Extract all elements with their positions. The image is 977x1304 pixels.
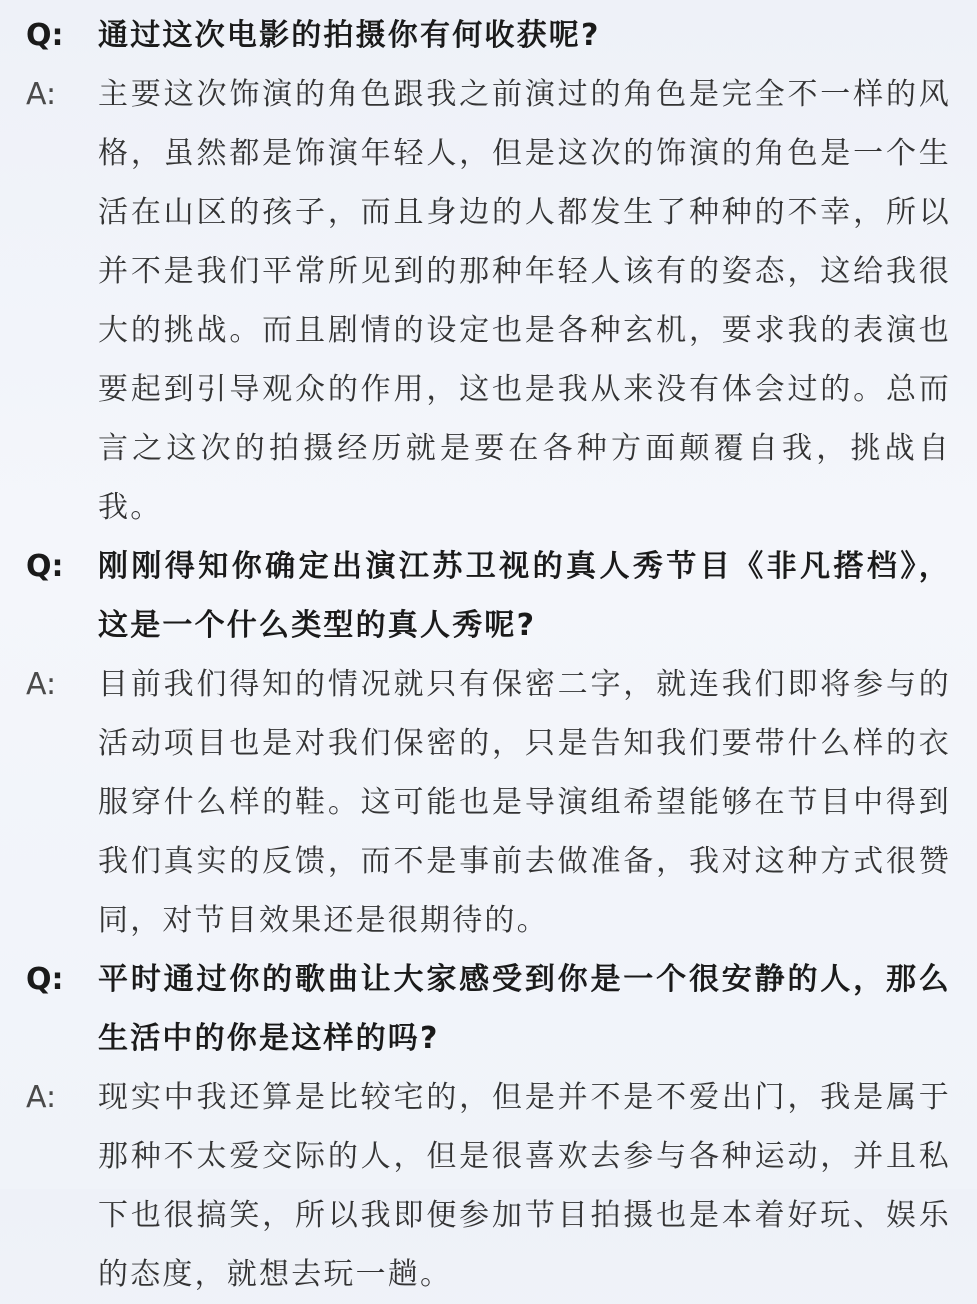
- answer-marker: A:: [26, 667, 57, 702]
- answer-text: 目前我们得知的情况就只有保密二字，就连我们即将参与的活动项目也是对我们保密的，只是告知我们要带什么样的衣服穿什么样的鞋。这可能也是导演组希望能够在节目中得到我们真实的反馈，而不是事前去做准备，我对这种方式很赞同，对节目效果还是很期待的。: [98, 667, 951, 938]
- question-marker: Q:: [26, 549, 64, 584]
- question-marker: Q:: [26, 962, 64, 997]
- question-3: [26, 950, 951, 1068]
- answer-marker: A:: [26, 77, 57, 112]
- question-marker: Q:: [26, 18, 64, 53]
- question-2: [26, 537, 951, 655]
- answer-3: [26, 1068, 951, 1304]
- question-text: 通过这次电影的拍摄你有何收获呢?: [98, 18, 601, 53]
- answer-marker: A:: [26, 1080, 57, 1115]
- question-1: [26, 6, 951, 65]
- question-text: 刚刚得知你确定出演江苏卫视的真人秀节目《非凡搭档》，这是一个什么类型的真人秀呢?: [98, 549, 951, 643]
- answer-2: [26, 655, 951, 950]
- answer-text: 现实中我还算是比较宅的，但是并不是不爱出门，我是属于那种不太爱交际的人，但是很喜欢去参与各种运动，并且私下也很搞笑，所以我即便参加节目拍摄也是本着好玩、娱乐的态度，就想去玩一趟。: [98, 1080, 951, 1292]
- answer-text: 主要这次饰演的角色跟我之前演过的角色是完全不一样的风格，虽然都是饰演年轻人，但是这次的饰演的角色是一个生活在山区的孩子，而且身边的人都发生了种种的不幸，所以并不是我们平常所见到的那种年轻人该有的姿态，这给我很大的挑战。而且剧情的设定也是各种玄机，要求我的表演也要起到引导观众的作用，这也是我从来没有体会过的。总而言之这次的拍摄经历就是要在各种方面颠覆自我，挑战自我。: [98, 77, 951, 525]
- answer-1: [26, 65, 951, 537]
- question-text: 平时通过你的歌曲让大家感受到你是一个很安静的人，那么生活中的你是这样的吗?: [98, 962, 951, 1056]
